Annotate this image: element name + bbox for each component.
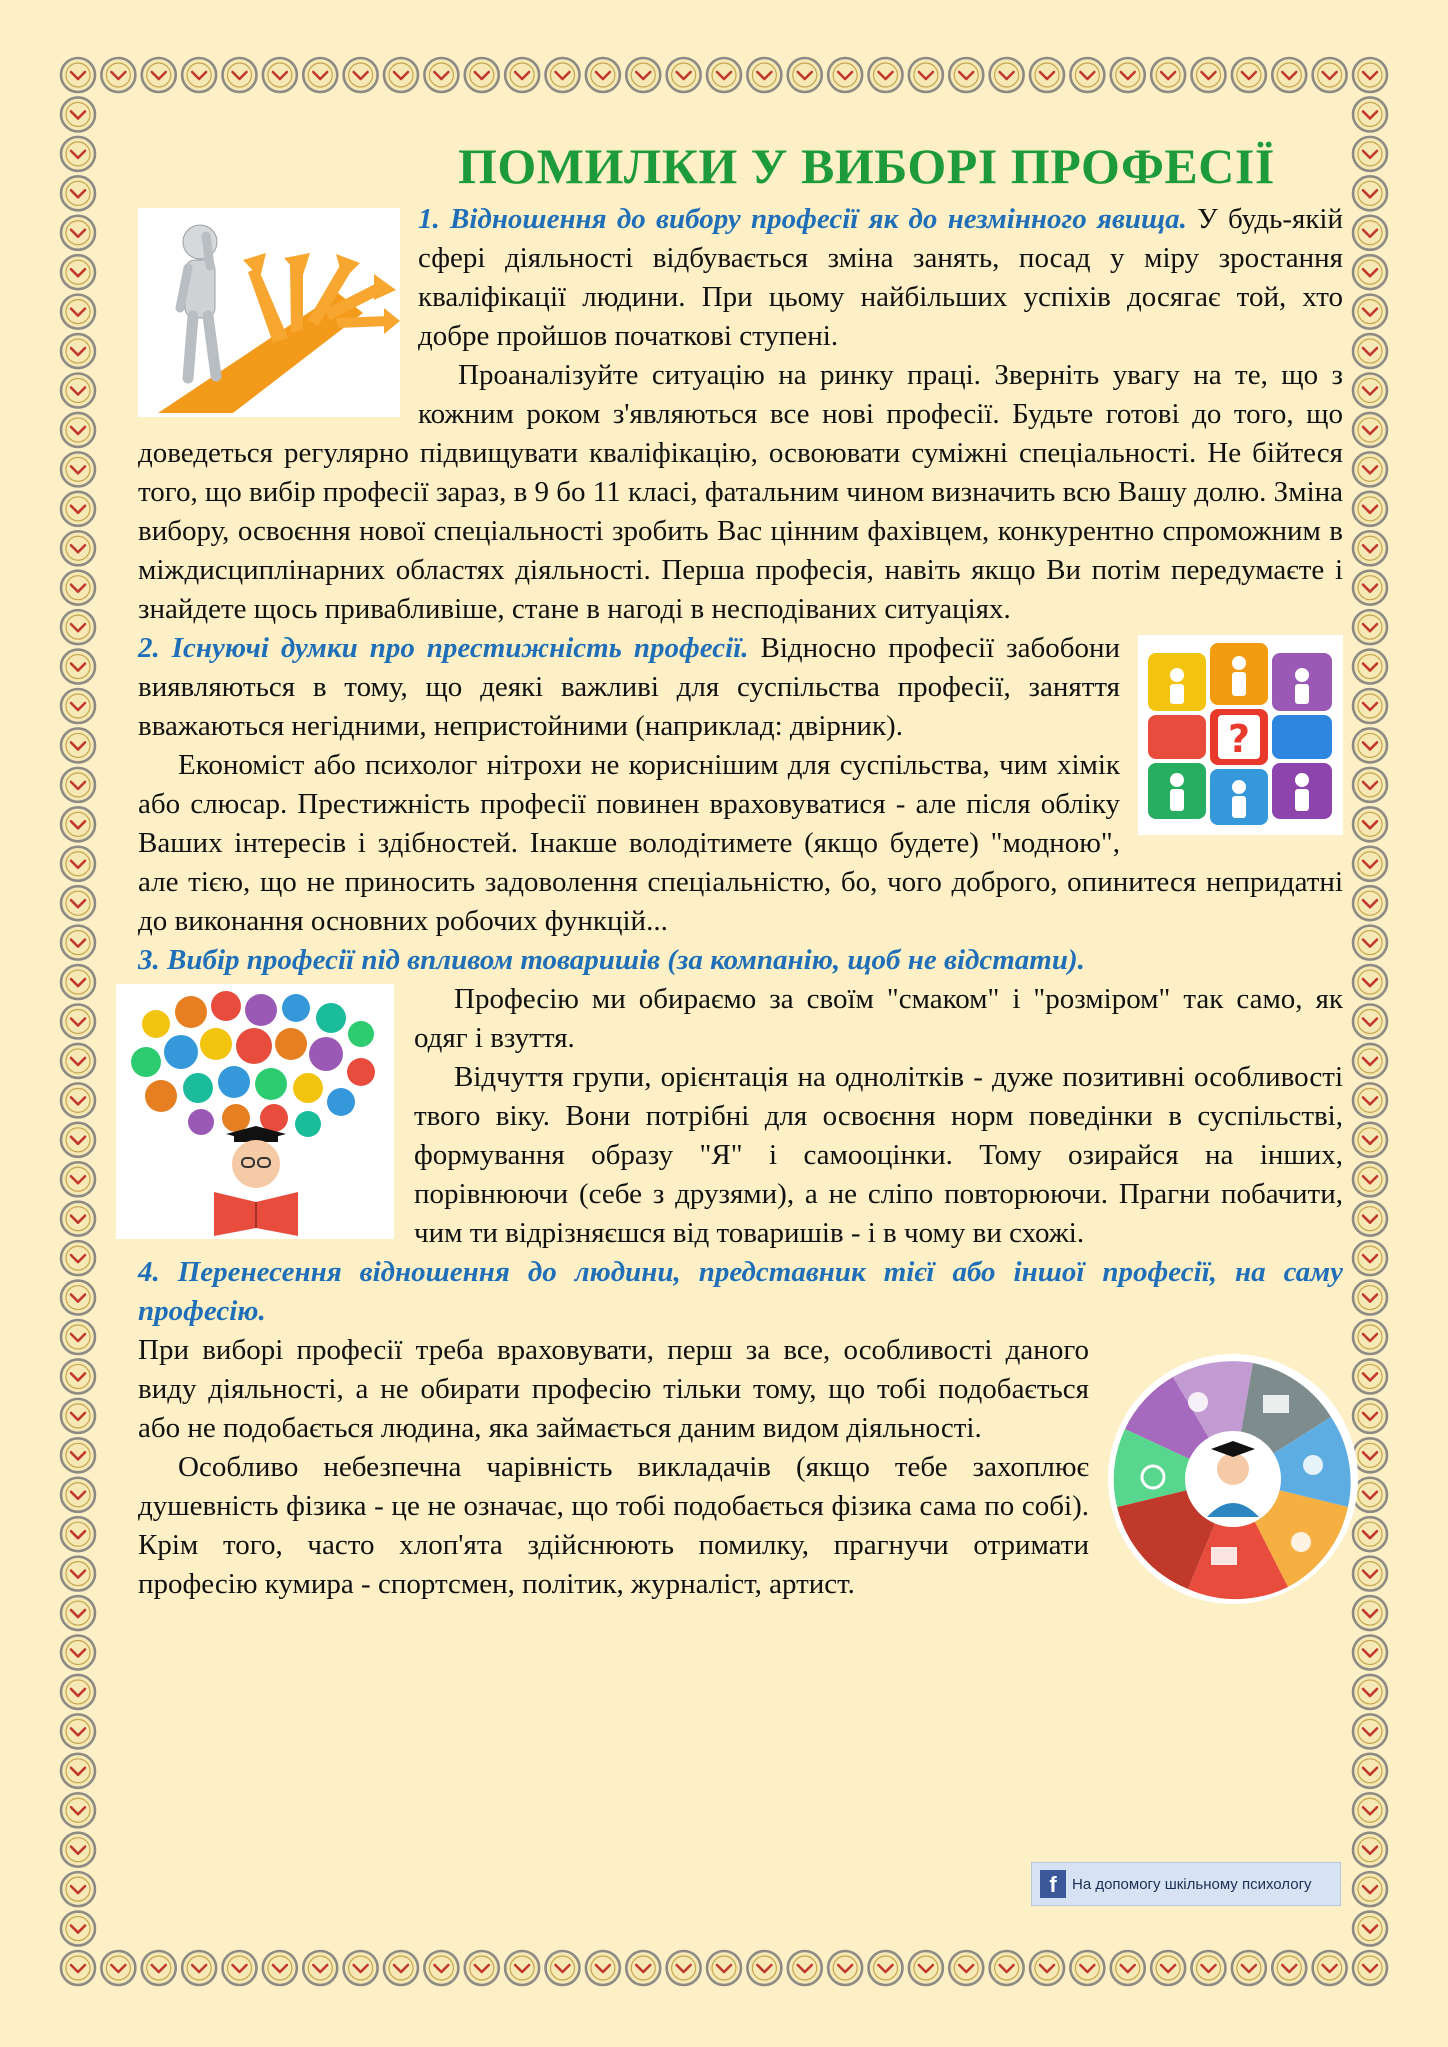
- clock-ring-icon: [61, 1399, 95, 1433]
- clock-ring-icon: [344, 1951, 378, 1985]
- clock-ring-icon: [667, 1951, 701, 1985]
- clock-ring-icon: [1353, 1675, 1387, 1709]
- clock-ring-icon: [61, 216, 95, 250]
- clock-ring-icon: [61, 1793, 95, 1827]
- clock-ring-icon: [465, 58, 499, 92]
- clock-ring-icon: [1353, 492, 1387, 526]
- facebook-group-badge[interactable]: [1031, 1862, 1341, 1906]
- clock-ring-icon: [61, 1320, 95, 1354]
- clock-ring-icon: [61, 1912, 95, 1946]
- clock-ring-icon: [1353, 1754, 1387, 1788]
- clock-ring-icon: [1353, 1912, 1387, 1946]
- clock-ring-icon: [61, 176, 95, 210]
- clock-ring-icon: [1272, 58, 1306, 92]
- clock-ring-icon: [1353, 728, 1387, 762]
- section-3-heading: 3. Вибір професії під впливом товаришів (за компанію, щоб не відстати).: [138, 944, 1085, 976]
- clock-ring-icon: [1232, 1951, 1266, 1985]
- clock-ring-icon: [505, 1951, 539, 1985]
- clock-ring-icon: [263, 58, 297, 92]
- clock-ring-icon: [182, 1951, 216, 1985]
- clock-ring-icon: [1353, 97, 1387, 131]
- section-3-paragraph-1: Професію ми обираємо за своїм "смаком" і "розміром" так само, як одяг і взуття.: [414, 983, 1343, 1054]
- clock-ring-icon: [61, 1123, 95, 1157]
- clock-ring-icon: [707, 58, 741, 92]
- clock-ring-icon: [61, 1359, 95, 1393]
- section-3-paragraph-2: Відчуття групи, орієнтація на однолітків - дуже позитивні особливості твого віку. Вони потрібні для освоєння норм поведінки в суспільстві, формування образу "Я" і самооцінки. Тому озирайся на інших, порівнюючи (себе з друзями), а не сліпо повторюючи. Прагни побачити, чим ти відрізняєшся від товаришів - і в чому ви схожі.: [414, 1061, 1343, 1249]
- clock-ring-icon: [1353, 1044, 1387, 1078]
- clock-ring-icon: [61, 1675, 95, 1709]
- clock-ring-icon: [61, 1202, 95, 1236]
- clock-ring-icon: [1353, 255, 1387, 289]
- clock-ring-icon: [1353, 965, 1387, 999]
- clock-ring-icon: [1353, 334, 1387, 368]
- clock-ring-icon: [1151, 58, 1185, 92]
- clock-ring-icon: [1353, 650, 1387, 684]
- clock-ring-icon: [1192, 58, 1226, 92]
- clock-ring-icon: [61, 97, 95, 131]
- clock-ring-icon: [1353, 1005, 1387, 1039]
- clock-ring-icon: [869, 58, 903, 92]
- clock-ring-icon: [61, 374, 95, 408]
- clock-ring-icon: [1070, 58, 1104, 92]
- clock-ring-icon: [303, 1951, 337, 1985]
- clock-ring-icon: [424, 58, 458, 92]
- clock-ring-icon: [424, 1951, 458, 1985]
- clock-ring-icon: [61, 295, 95, 329]
- clock-ring-icon: [182, 58, 216, 92]
- section-4-paragraph-1: [138, 1253, 1343, 1331]
- clock-ring-icon: [1353, 807, 1387, 841]
- clock-ring-icon: [1353, 1833, 1387, 1867]
- clock-ring-icon: [1272, 1951, 1306, 1985]
- clock-ring-icon: [61, 452, 95, 486]
- clock-ring-icon: [949, 1951, 983, 1985]
- clock-ring-icon: [1353, 1714, 1387, 1748]
- clock-ring-icon: [61, 610, 95, 644]
- section-2-text-1: Відносно професії забобони виявляються в тому, що деякі важливі для суспільства професії, заняття вважаються негідними, непристойними (наприклад: двірник).: [138, 632, 1120, 742]
- clock-ring-icon: [61, 1517, 95, 1551]
- clock-ring-icon: [828, 1951, 862, 1985]
- clock-ring-icon: [546, 1951, 580, 1985]
- clock-ring-icon: [61, 1636, 95, 1670]
- facebook-group-label: На допомогу шкільному психологу: [1072, 1875, 1312, 1893]
- clock-ring-icon: [1353, 452, 1387, 486]
- clock-ring-icon: [1353, 926, 1387, 960]
- clock-ring-icon: [990, 58, 1024, 92]
- clock-ring-icon: [142, 1951, 176, 1985]
- clock-ring-icon: [61, 1478, 95, 1512]
- clock-ring-icon: [626, 58, 660, 92]
- clock-ring-icon: [869, 1951, 903, 1985]
- clock-ring-icon: [61, 1557, 95, 1591]
- clock-ring-icon: [61, 1833, 95, 1867]
- clock-ring-icon: [61, 571, 95, 605]
- clock-ring-icon: [1353, 137, 1387, 171]
- clock-ring-icon: [1353, 1872, 1387, 1906]
- clock-ring-icon: [990, 1951, 1024, 1985]
- clock-ring-icon: [384, 1951, 418, 1985]
- clock-ring-icon: [61, 1162, 95, 1196]
- clock-ring-icon: [1353, 768, 1387, 802]
- clock-ring-icon: [909, 58, 943, 92]
- clock-ring-icon: [61, 650, 95, 684]
- clock-ring-icon: [1353, 295, 1387, 329]
- clock-ring-icon: [61, 492, 95, 526]
- clock-ring-icon: [61, 1951, 95, 1985]
- clock-ring-icon: [1353, 216, 1387, 250]
- clock-ring-icon: [61, 768, 95, 802]
- clock-ring-icon: [61, 334, 95, 368]
- page-title: ПОМИЛКИ У ВИБОРІ ПРОФЕСІЇ: [458, 138, 1275, 194]
- clock-ring-icon: [61, 1754, 95, 1788]
- clock-ring-icon: [223, 58, 257, 92]
- clock-ring-icon: [61, 1241, 95, 1275]
- clock-ring-icon: [1353, 531, 1387, 565]
- clock-ring-icon: [1232, 58, 1266, 92]
- section-4-paragraph-2: Особливо небезпечна чарівність викладачів (якщо тебе захоплює душевність фізика - це не означає, що тобі подобається фізика сама по собі). Крім того, часто хлоп'ята здійснюють помилку, прагнучи отримати професію кумира - спортсмен, політик, журналіст, артист.: [138, 1451, 1089, 1600]
- clock-ring-icon: [909, 1951, 943, 1985]
- clock-ring-icon: [1151, 1951, 1185, 1985]
- clock-ring-icon: [61, 1872, 95, 1906]
- clock-ring-icon: [1353, 610, 1387, 644]
- clock-ring-icon: [223, 1951, 257, 1985]
- section-2-heading: 2. Існуючі думки про престижність професії.: [138, 632, 749, 664]
- clock-ring-icon: [1313, 1951, 1347, 1985]
- clock-ring-icon: [1353, 689, 1387, 723]
- clock-ring-icon: [788, 1951, 822, 1985]
- clock-ring-icon: [1353, 847, 1387, 881]
- clock-ring-icon: [61, 1005, 95, 1039]
- clock-ring-icon: [61, 965, 95, 999]
- svg-text:?: ?: [1227, 717, 1251, 761]
- clock-ring-icon: [949, 58, 983, 92]
- clock-ring-icon: [747, 58, 781, 92]
- clock-ring-icon: [1353, 1636, 1387, 1670]
- clock-ring-icon: [505, 58, 539, 92]
- clock-ring-icon: [61, 58, 95, 92]
- clock-ring-icon: [1353, 571, 1387, 605]
- clock-ring-icon: [61, 847, 95, 881]
- clock-ring-icon: [61, 1044, 95, 1078]
- clock-ring-icon: [667, 58, 701, 92]
- clock-ring-icon: [788, 58, 822, 92]
- clock-ring-icon: [707, 1951, 741, 1985]
- facebook-icon: f: [1040, 1870, 1066, 1898]
- crossroads-arrows-image: [138, 208, 400, 417]
- clock-ring-icon: [101, 1951, 135, 1985]
- clock-ring-icon: [61, 255, 95, 289]
- clock-ring-icon: [142, 58, 176, 92]
- clock-ring-icon: [61, 728, 95, 762]
- clock-ring-icon: [1030, 58, 1064, 92]
- clock-ring-icon: [384, 58, 418, 92]
- section-4-paragraph-1b: При виборі професії треба враховувати, перш за все, особливості даного виду діяльності, а не обирати професію тільки тому, що тобі подобається або не подобається людина, яка займається даним видом діяльності.: [138, 1334, 1089, 1444]
- section-2-paragraph-2: Економіст або психолог нітрохи не кориснішим для суспільства, чим хімік або слюсар. Престижність професії повинен враховуватися - але після обліку Ваших інтересів і здібностей. Інакше володітимете (якщо будете) "модною", але тією, що не приносить задоволення спеціальністю, бо, чого доброго, опинитеся непридатні до виконання основних робочих функцій...: [138, 749, 1343, 937]
- clock-ring-icon: [1353, 413, 1387, 447]
- clock-ring-icon: [61, 886, 95, 920]
- clock-ring-icon: [1192, 1951, 1226, 1985]
- clock-ring-icon: [1353, 176, 1387, 210]
- clock-ring-icon: [1111, 58, 1145, 92]
- clock-ring-icon: [61, 1438, 95, 1472]
- clock-ring-icon: [1070, 1951, 1104, 1985]
- clock-ring-icon: [1313, 58, 1347, 92]
- clock-ring-icon: [1353, 1202, 1387, 1236]
- clock-ring-icon: [263, 1951, 297, 1985]
- clock-ring-icon: [61, 137, 95, 171]
- clock-ring-icon: [61, 1083, 95, 1117]
- section-1-text-1: У будь-якій сфері діяльності відбувається зміна занять, посад у міру зростання кваліфікації людини. При цьому найбільших успіхів досягає той, хто добре пройшов початкові ступені.: [418, 203, 1343, 352]
- professions-icons-image: [1138, 635, 1343, 835]
- clock-ring-icon: [1353, 1083, 1387, 1117]
- clock-ring-icon: [1353, 1951, 1387, 1985]
- clock-ring-icon: [1353, 1793, 1387, 1827]
- clock-ring-icon: [1030, 1951, 1064, 1985]
- page-content: [138, 134, 1343, 1616]
- clock-ring-icon: [101, 58, 135, 92]
- clock-ring-icon: [61, 689, 95, 723]
- clock-ring-icon: [344, 58, 378, 92]
- section-4-heading: 4. Перенесення відношення до людини, представник тієї або іншої професії, на саму професію.: [138, 1256, 1343, 1327]
- clock-ring-icon: [1353, 1281, 1387, 1315]
- clock-ring-icon: [1353, 374, 1387, 408]
- clock-ring-icon: [465, 1951, 499, 1985]
- clock-ring-icon: [61, 1714, 95, 1748]
- clock-ring-icon: [828, 58, 862, 92]
- clock-ring-icon: [586, 1951, 620, 1985]
- clock-ring-icon: [61, 413, 95, 447]
- section-1-paragraph-2: Проаналізуйте ситуацію на ринку праці. Зверніть увагу на те, що з кожним роком з'являються все нові професії. Будьте готові до того, що доведеться регулярно підвищувати кваліфікацію, освоювати суміжні спеціальності. Не бійтеся того, що вибір професії зараз, в 9 бо 11 класі, фатальним чином визначить всю Вашу долю. Зміна вибору, освоєння нової спеціальності зробить Вас цінним фахівцем, конкурентно спроможним в міждисциплінарних областях діяльності. Перша професія, навіть якщо Ви потім передумаєте і знайдете щось привабливіше, стане в нагоді в несподіваних ситуаціях.: [138, 359, 1344, 625]
- clock-ring-icon: [1353, 1162, 1387, 1196]
- clock-ring-icon: [61, 1596, 95, 1630]
- clock-ring-icon: [61, 531, 95, 565]
- clock-ring-icon: [61, 926, 95, 960]
- clock-ring-icon: [303, 58, 337, 92]
- student-reading-idea-tree-image: [116, 984, 394, 1239]
- clock-ring-icon: [1353, 58, 1387, 92]
- professions-circle-image: [1103, 1337, 1363, 1612]
- clock-ring-icon: [747, 1951, 781, 1985]
- clock-ring-icon: [586, 58, 620, 92]
- clock-ring-icon: [1353, 1241, 1387, 1275]
- clock-ring-icon: [626, 1951, 660, 1985]
- clock-ring-icon: [1353, 886, 1387, 920]
- clock-ring-icon: [61, 1281, 95, 1315]
- clock-ring-icon: [1353, 1123, 1387, 1157]
- clock-ring-icon: [61, 807, 95, 841]
- clock-ring-icon: [546, 58, 580, 92]
- section-1-heading: 1. Відношення до вибору професії як до незмінного явища.: [418, 203, 1187, 235]
- clock-ring-icon: [1111, 1951, 1145, 1985]
